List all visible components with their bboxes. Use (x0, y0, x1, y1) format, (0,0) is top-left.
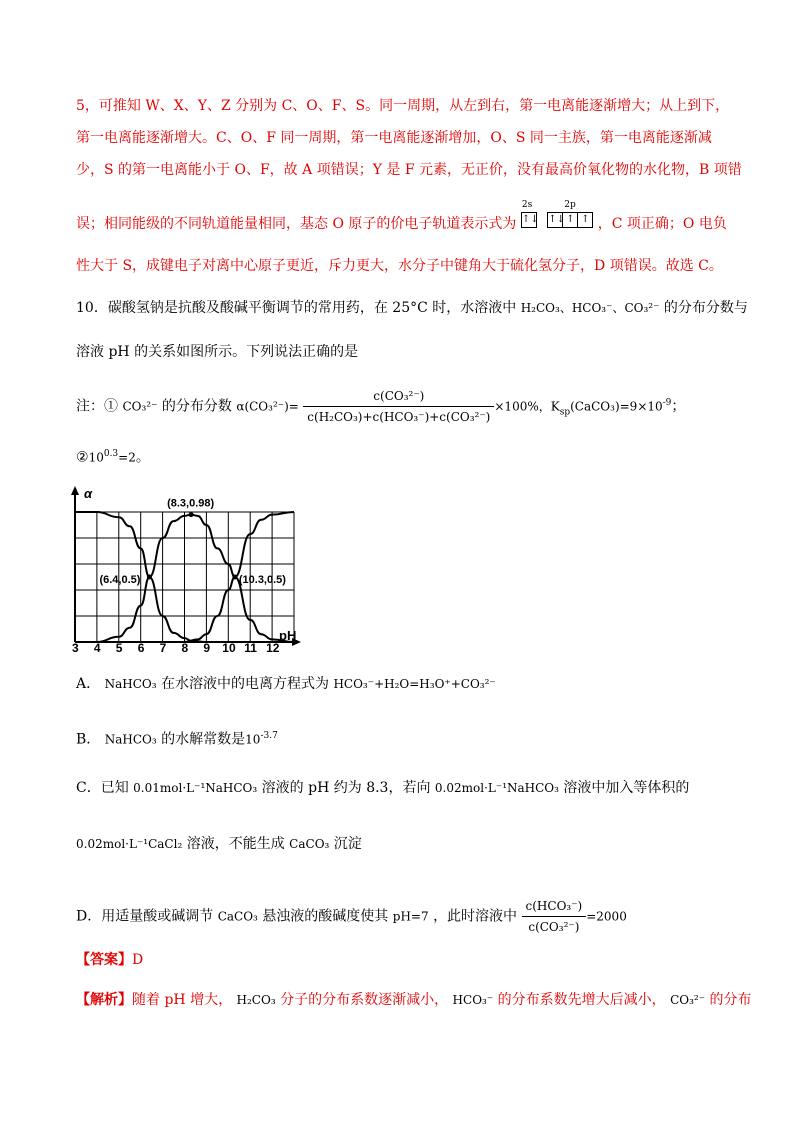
option-a-formula-1: NaHCO₃ (104, 677, 157, 691)
option-c-ph: pH (308, 780, 330, 796)
note2-rhs: =2 (118, 450, 136, 465)
note-ksp-exp: -9 (662, 397, 672, 408)
x-tick-label: 5 (115, 641, 123, 654)
option-c-text-2: 约为 8.3，若向 (333, 780, 431, 796)
note-line-2 (76, 444, 150, 468)
orbital-2s-label: 2s (521, 200, 533, 210)
option-c-line-2 (76, 834, 362, 854)
option-b-label: B． (76, 731, 101, 748)
orbital-2s-box: ↑↓ (521, 212, 537, 228)
option-a-equation: HCO₃⁻+H₂O=H₃O⁺+CO₃²⁻ (333, 677, 496, 691)
question-species: H₂CO₃、HCO₃⁻、CO₃²⁻ (520, 301, 660, 315)
orbital-2p-label: 2p (564, 200, 576, 210)
analysis-text-4: 的分布 (709, 992, 752, 1008)
option-b-formula: NaHCO₃ (104, 732, 157, 747)
option-a-text: 在水溶液中的电离方程式为 (160, 676, 329, 692)
option-b-exp: -3.7 (260, 731, 278, 741)
annotation-point (232, 575, 237, 580)
note2-base: 10 (88, 450, 104, 465)
analysis-species-2: HCO₃⁻ (452, 993, 494, 1007)
annotation-point (189, 512, 194, 517)
option-c-text-5: 沉淀 (333, 836, 362, 852)
analysis-text-3: 的分布系数先增大后减小， (497, 992, 666, 1008)
note-ksp-sub: sp (559, 407, 571, 418)
option-d-label: D．用适量酸或碱调节 (76, 908, 214, 925)
distribution-chart (62, 484, 302, 654)
note2-prefix: ② (76, 449, 89, 466)
orbital-2p-box-2: ↑ (563, 212, 578, 228)
x-tick-label: 6 (137, 641, 145, 654)
analysis-line-4 (76, 200, 727, 234)
y-axis-label: α (84, 486, 93, 501)
option-c-label: C．已知 (76, 780, 129, 796)
question-stem-line-2: 溶液 pH 的关系如图所示。下列说法正确的是 (76, 344, 359, 360)
option-b-text: 的水解常数是 (161, 731, 246, 748)
x-tick-label: 3 (72, 641, 79, 654)
option-c-text-3: 溶液中加入等体积的 (563, 780, 690, 796)
option-d-text-2: ，此时溶液中 (433, 908, 518, 925)
option-d-numerator: c(HCO₃⁻) (522, 896, 587, 917)
note-species: CO₃²⁻ (122, 399, 158, 414)
option-b (76, 726, 278, 750)
note-ksp-value: (CaCO₃)=9×10 (570, 399, 663, 414)
orbital-2p-box-1: ↑↓ (547, 212, 563, 228)
question-stem-text-3: 的分布分数与 (663, 300, 748, 316)
annotation-point (147, 575, 152, 580)
option-d-ph: pH=7 (392, 909, 429, 924)
orbital-2p-box-3: ↑ (578, 212, 593, 228)
x-tick-label: 7 (159, 641, 167, 654)
option-d-value: =2000 (586, 909, 627, 924)
analysis-label: 【解析】 (76, 992, 132, 1008)
x-tick-label: 10 (222, 641, 236, 654)
analysis-line (76, 990, 752, 1010)
x-tick-label: 11 (244, 641, 257, 654)
note-prefix: 注：① (76, 398, 118, 415)
analysis-line-3: 少，S 的第一电离能小于 O、F，故 A 项错误；Y 是 F 元素，无正价，没有最高价氧化物的水化物，B 项错 (76, 162, 742, 178)
option-d-fraction (522, 896, 587, 937)
analysis-line-4-tail: ，C 项正确；O 电负 (597, 216, 727, 232)
analysis-text-2: 分子的分布系数逐渐减小， (280, 992, 449, 1008)
note2-exp: 0.3 (103, 449, 119, 459)
analysis-line-4-text: 误；相同能级的不同轨道能量相同，基态 O 原子的价电子轨道表示式为 (76, 216, 517, 232)
analysis-text-1: 随着 pH 增大， (132, 992, 233, 1008)
x-tick-label: 9 (203, 641, 211, 654)
orbital-diagram (521, 200, 593, 228)
question-stem-text-1: 10．碳酸氢钠是抗酸及酸碱平衡调节的常用药，在 (76, 300, 388, 316)
option-d-denominator: c(CO₃²⁻) (528, 920, 580, 934)
note-formula-lhs: α(CO₃²⁻)= (236, 399, 299, 414)
x-tick-label: 12 (266, 641, 280, 654)
analysis-line-2: 第一电离能逐渐增大。C、O、F 同一周期，第一电离能逐渐增加，O、S 同一主族，第一电离能逐渐减 (76, 130, 712, 146)
chart-axes (71, 486, 301, 646)
answer-value: D (132, 952, 144, 968)
annotation-label: (8.3,0.98) (167, 497, 215, 510)
option-c-line-1 (76, 778, 689, 798)
option-c-text-4: 溶液，不能生成 (186, 836, 285, 852)
note-fraction-numerator: c(CO₃²⁻) (303, 386, 494, 407)
note-tail: ×100%，K (494, 399, 560, 414)
option-a-label: A． (76, 676, 101, 692)
option-d (76, 896, 627, 937)
chart-annotations (99, 498, 286, 586)
option-d-text-1: 悬浊液的酸碱度使其 (262, 908, 389, 925)
note2-end: 。 (135, 449, 150, 466)
note-text: 的分布分数 (161, 398, 232, 415)
option-c-text-1: 溶液的 (261, 780, 304, 796)
note-fraction-denominator: c(H₂CO₃)+c(HCO₃⁻)+c(CO₃²⁻) (307, 410, 491, 424)
answer-line (76, 950, 143, 970)
question-stem-line-1 (76, 298, 748, 318)
option-b-value: 10 (245, 732, 261, 747)
answer-label: 【答案】 (76, 952, 132, 968)
option-c-conc-2: 0.02mol·L⁻¹NaHCO₃ (434, 781, 559, 795)
note-fraction (303, 386, 494, 427)
x-tick-label: 8 (181, 641, 189, 654)
y-axis-arrow (71, 486, 79, 495)
analysis-species-3: CO₃²⁻ (670, 993, 706, 1007)
option-c-formula: CaCO₃ (289, 837, 330, 851)
option-c-conc-1: 0.01mol·L⁻¹NaHCO₃ (133, 781, 258, 795)
question-stem-text-2: 时，水溶液中 (432, 300, 517, 316)
option-a (76, 674, 496, 694)
x-tick-label: 4 (93, 641, 101, 654)
question-temperature: 25°C (392, 300, 428, 316)
option-c-conc-3: 0.02mol·L⁻¹CaCl₂ (76, 837, 183, 851)
annotation-label: (6.4,0.5) (99, 574, 141, 586)
annotation-label: (10.3,0.5) (238, 574, 286, 586)
note-end: ； (671, 398, 686, 415)
analysis-line-5: 性大于 S，成键电子对离中心原子更近，斥力更大，水分子中键角大于硫化氢分子，D 项错误。故选 C。 (76, 258, 723, 274)
analysis-line-1: 5，可推知 W、X、Y、Z 分别为 C、O、F、S。同一周期，从左到右，第一电离能逐渐增大；从上到下， (76, 98, 730, 114)
analysis-species-1: H₂CO₃ (236, 993, 276, 1007)
option-d-formula: CaCO₃ (217, 909, 258, 924)
x-axis-label: pH (279, 628, 297, 643)
note-line-1 (76, 386, 685, 427)
